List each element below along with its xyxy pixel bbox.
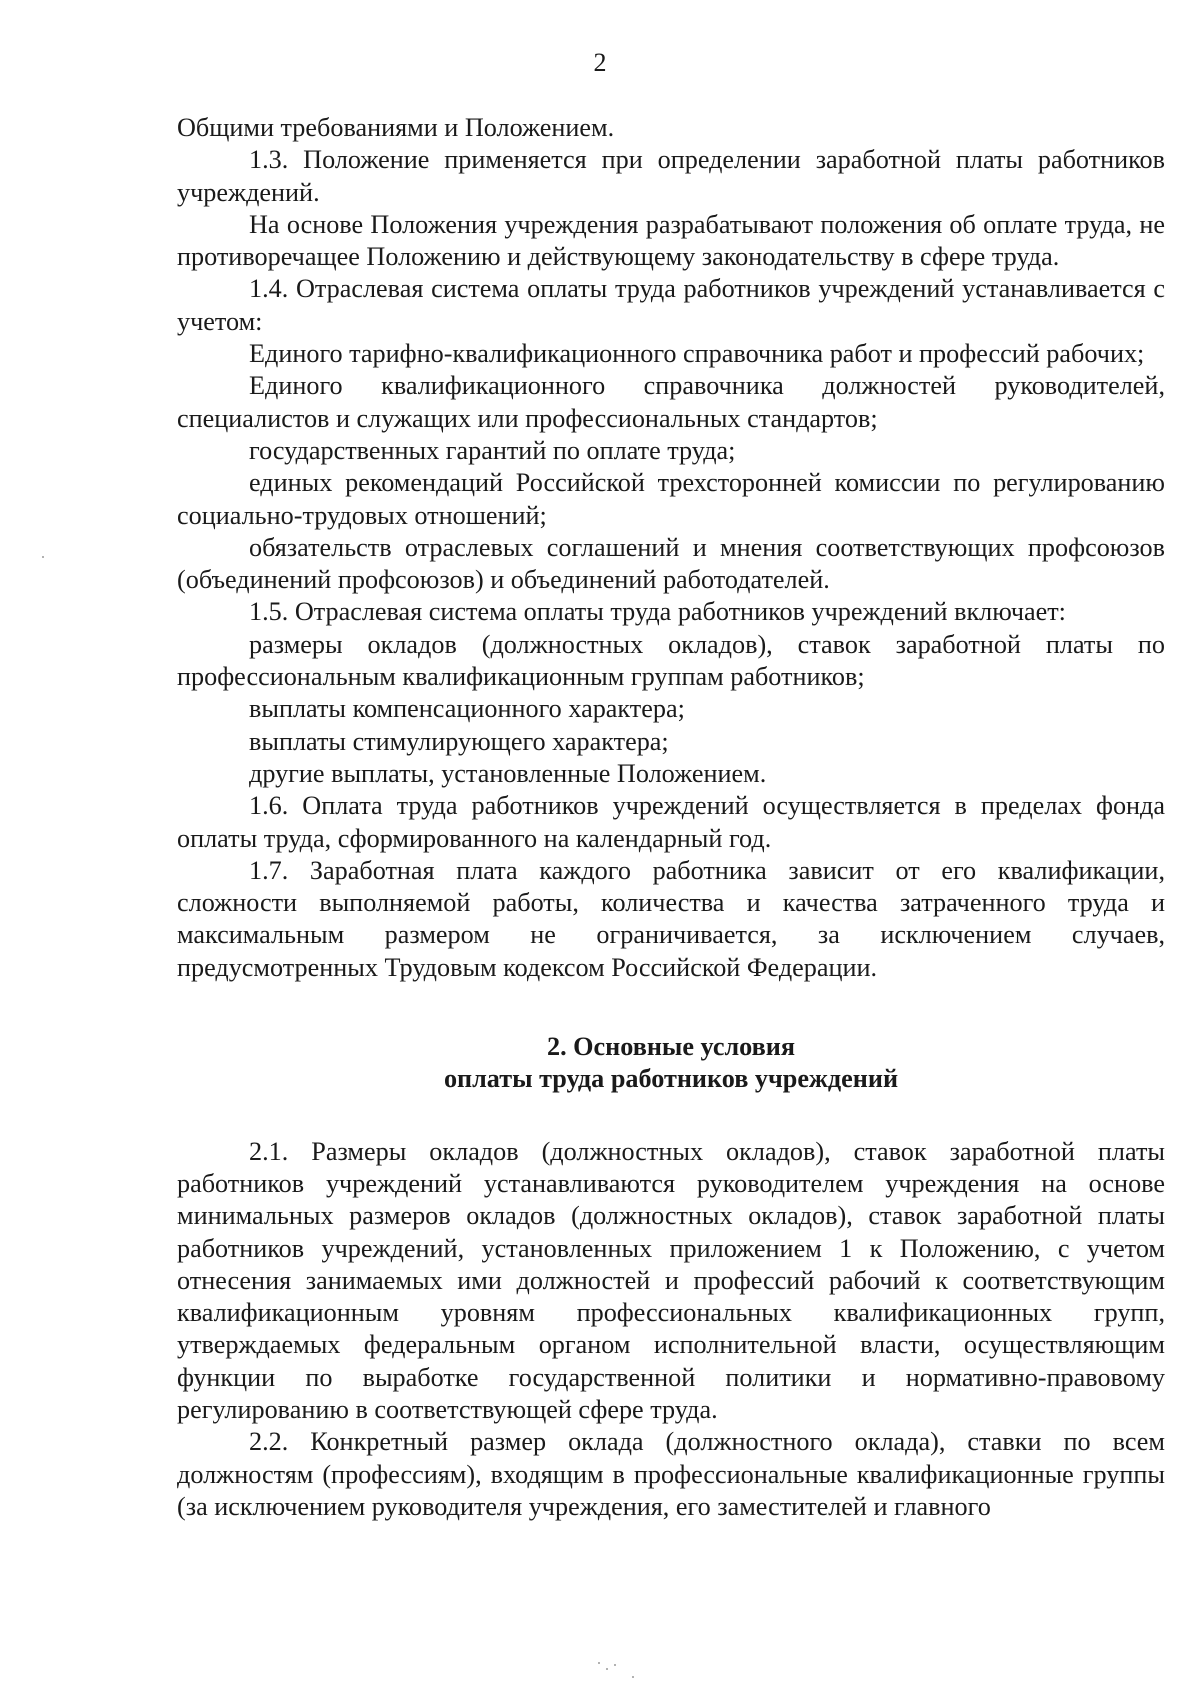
paragraph: 2.2. Конкретный размер оклада (должностного оклада), ставки по всем должностям (профессиям), входящим в профессиональные квалификационные группы (за исключением руководителя учреждения, его заместителей и главного xyxy=(177,1427,1165,1521)
section-heading-line-2: оплаты труда работников учреждений xyxy=(443,1064,899,1094)
paragraph: обязательств отраслевых соглашений и мнения соответствующих профсоюзов (объединений профсоюзов) и объединений работодателей. xyxy=(177,532,1165,595)
scan-speck xyxy=(598,1662,600,1664)
section-heading-line-1: 2. Основные условия xyxy=(546,1032,795,1062)
scan-speck xyxy=(614,1664,616,1666)
paragraph: размеры окладов (должностных окладов), ставок заработной платы по профессиональным квалификационным группам работников; xyxy=(177,629,1165,692)
document-body xyxy=(177,112,1165,1523)
scan-speck xyxy=(632,1676,634,1678)
section-heading xyxy=(177,1031,1165,1096)
paragraph: Общими требованиями и Положением. xyxy=(177,113,615,142)
paragraph: выплаты стимулирующего характера; xyxy=(249,726,669,756)
paragraph: выплаты компенсационного характера; xyxy=(249,694,685,724)
paragraph: Единого квалификационного справочника должностей руководителей, специалистов и служащих или профессиональных стандартов; xyxy=(177,371,1165,433)
paragraph: единых рекомендаций Российской трехсторонней комиссии по регулированию социально-трудовых отношений; xyxy=(177,468,1165,530)
paragraph: другие выплаты, установленные Положением. xyxy=(249,758,767,788)
scan-speck xyxy=(606,1668,608,1670)
page-number: 2 xyxy=(593,48,607,77)
paragraph: 2.1. Размеры окладов (должностных окладов), ставок заработной платы работников учреждений устанавливаются руководителем учреждения на основе минимальных размеров окладов (должностных окладов), ставок заработной платы работников учреждений, установленных приложением 1 к Положению, с учетом отнесения занимаемых ими должностей и профессий рабочий к соответствующим квалификационным уровням профессиональных квалификационных групп, утверждаемых федеральным органом исполнительной власти, осуществляющим функции по выработке государственной политики и нормативно-правовому регулированию в соответствующей сфере труда. xyxy=(177,1136,1165,1424)
paragraph: 1.6. Оплата труда работников учреждений осуществляется в пределах фонда оплаты труда, сформированного на календарный год. xyxy=(177,791,1165,853)
paragraph: 1.5. Отраслевая система оплаты труда работников учреждений включает: xyxy=(249,597,1066,627)
paragraph: 1.7. Заработная плата каждого работника зависит от его квалификации, сложности выполняемой работы, количества и качества затраченного труда и максимальным размером не ограничивается, за исключением случаев, предусмотренных Трудовым кодексом Российской Федерации. xyxy=(177,855,1165,982)
paragraph: государственных гарантий по оплате труда; xyxy=(249,435,736,465)
paragraph: 1.4. Отраслевая система оплаты труда работников учреждений устанавливается с учетом: xyxy=(177,274,1165,336)
section-2-body xyxy=(177,1136,1165,1524)
scan-speck xyxy=(42,556,44,558)
paragraph: На основе Положения учреждения разрабатывают положения об оплате труда, не противоречащее Положению и действующему законодательству в сфере труда. xyxy=(177,209,1165,272)
section-1-continuation xyxy=(177,112,1165,984)
paragraph: Единого тарифно-квалификационного справочника работ и профессий рабочих; xyxy=(249,339,1145,369)
paragraph: 1.3. Положение применяется при определении заработной платы работников учреждений. xyxy=(177,145,1165,207)
